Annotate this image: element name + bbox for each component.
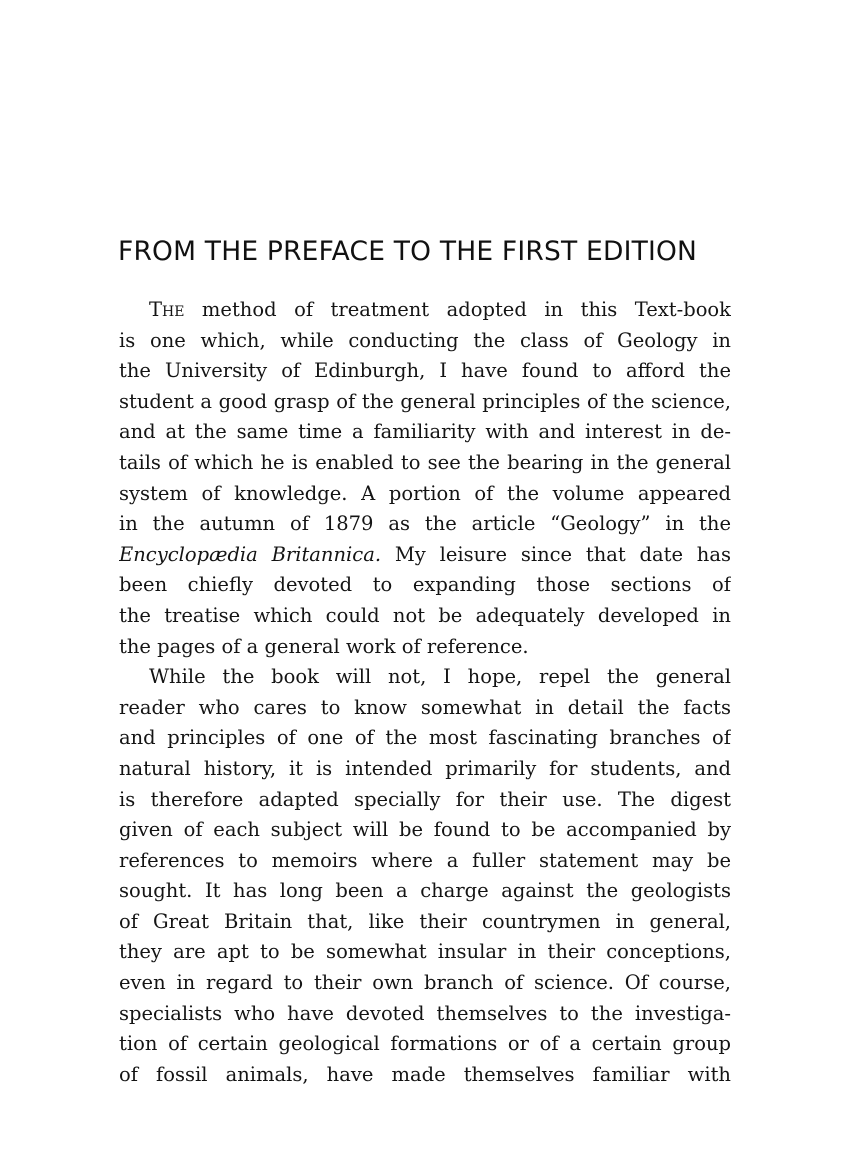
text-line: is one which, while conducting the class of Geology in	[119, 328, 731, 352]
preface-body	[119, 295, 731, 1090]
line-text: method of treatment adopted in this Text-book	[184, 298, 731, 321]
text-line: While the book will not, I hope, repel the general	[149, 665, 731, 689]
text-line: in the autumn of 1879 as the article “Geology” in the	[119, 512, 731, 536]
text-line	[119, 295, 731, 326]
text-line: is therefore adapted specially for their use. The digest	[119, 787, 731, 811]
text-line: reader who cares to know somewhat in detail the facts	[119, 695, 731, 719]
text-line: specialists who have devoted themselves to the investiga-	[119, 1001, 731, 1025]
text-line: tion of certain geological formations or of a certain group	[119, 1032, 731, 1056]
text-line: of Great Britain that, like their countrymen in general,	[119, 909, 731, 933]
section-heading: FROM THE PREFACE TO THE FIRST EDITION	[118, 236, 698, 267]
text-line: the pages of a general work of reference.	[119, 634, 529, 658]
text-line: tails of which he is enabled to see the bearing in the general	[119, 450, 731, 474]
text-line: system of knowledge. A portion of the volume appeared	[119, 481, 731, 505]
text-line: given of each subject will be found to be accompanied by	[119, 818, 731, 842]
text-line: sought. It has long been a charge against the geologists	[119, 879, 731, 903]
text-line: of fossil animals, have made themselves familiar with	[119, 1062, 731, 1086]
text-line: natural history, it is intended primarily for students, and	[119, 756, 731, 780]
italic-title: Encyclopædia Britannica.	[119, 542, 382, 566]
text-line: references to memoirs where a fuller statement may be	[119, 848, 731, 872]
text-line: been chiefly devoted to expanding those sections of	[119, 573, 731, 597]
text-line: they are apt to be somewhat insular in their conceptions,	[119, 940, 731, 964]
line-text: My leisure since that date has	[381, 542, 731, 566]
small-caps-lead-word: The	[149, 298, 185, 321]
text-line: student a good grasp of the general principles of the science,	[119, 389, 731, 413]
paragraph-1	[119, 295, 731, 662]
text-line: even in regard to their own branch of science. Of course,	[119, 971, 731, 995]
text-line: the University of Edinburgh, I have found to afford the	[119, 359, 731, 383]
text-line	[119, 540, 731, 571]
text-line: and principles of one of the most fascinating branches of	[119, 726, 731, 750]
paragraph-2	[119, 662, 731, 1090]
text-line: the treatise which could not be adequately developed in	[119, 603, 731, 627]
text-line: and at the same time a familiarity with and interest in de-	[119, 420, 731, 444]
